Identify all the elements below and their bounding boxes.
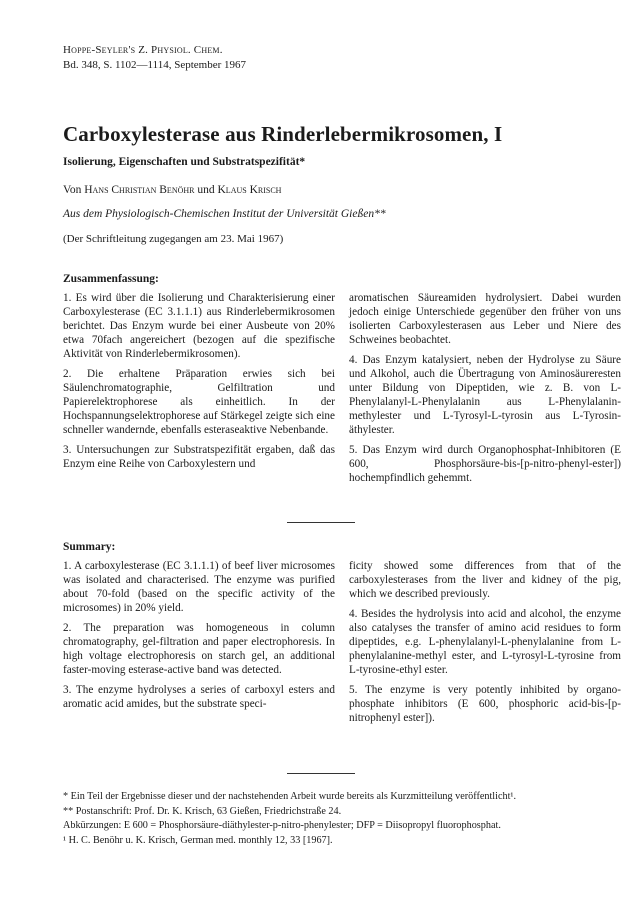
paragraph: 5. Das Enzym wird durch Organophosphat-Inhibitoren (E 600, Phosphorsäure-bis-[p-nitro-phenyl-ester]) hochempfindlich gehemmt. xyxy=(349,444,621,484)
journal-name: Hoppe-Seyler's Z. Physiol. Chem. xyxy=(63,44,223,56)
authors-prefix: Von xyxy=(63,184,82,196)
received-date: (Der Schriftleitung zugegangen am 23. Mai 1967) xyxy=(63,233,284,245)
article-title: Carboxylesterase aus Rinderlebermikrosomen, I xyxy=(63,122,503,146)
author-line xyxy=(63,183,281,198)
footnotes xyxy=(63,790,608,848)
paragraph: ficity showed some differences from that of the carboxylesterases from the liver and kidney of the pig, which we described previously. xyxy=(349,560,621,600)
footnote-1: * Ein Teil der Ergebnisse dieser und der nachstehenden Arbeit wurde bereits als Kurzmitteilung veröffentlicht¹. xyxy=(63,791,517,802)
paragraph: 2. Die erhaltene Präparation erwies sich bei Säulenchromatographie, Gelfiltration und Papierelektrophorese als einheitlich. In der Hochspannungselektrophorese auf Stärkegel zeigte sich eine schneller wandernde, ebenfalls esteraseaktive Nebenbande. xyxy=(63,368,335,436)
paragraph: 2. The preparation was homogeneous in column chromatography, gel-filtration and paper electrophoresis. In high voltage electrophoresis on starch gel, an additional faster-moving esterase-active band was detected. xyxy=(63,622,335,676)
zusammenfassung-left-column xyxy=(63,291,335,477)
paragraph: 1. Es wird über die Isolierung und Charakterisierung einer Carboxylesterase (EC 3.1.1.1) aus Rinderlebermikrosomen berichtet. Das Enzym wurde bei einer Ausbeute von 20% etwa 70fach angereichert (bezogen auf die spezifische Aktivität von Rinderlebermikrosomen). xyxy=(63,292,335,360)
summary-heading: Summary: xyxy=(63,541,116,553)
paragraph: 3. Untersuchungen zur Substratspezifität ergaben, daß das Enzym eine Reihe von Carboxylestern und xyxy=(63,444,335,470)
paragraph: 5. The enzyme is very potently inhibited by organo-phosphate inhibitors (E 600, phosphoric acid-bis-[p-nitrophenyl ester]). xyxy=(349,684,621,724)
paragraph: 1. A carboxylesterase (EC 3.1.1.1) of beef liver microsomes was isolated and characterised. The enzyme was purified about 70-fold (based on the specific activity of the microsomes) in 20% yield. xyxy=(63,560,335,614)
footnote-divider xyxy=(287,773,355,774)
authors-and: und xyxy=(197,184,215,196)
summary-right-column xyxy=(349,559,621,731)
footnote-reference: ¹ H. C. Benöhr u. K. Krisch, German med. monthly 12, 33 [1967]. xyxy=(63,834,333,846)
author-krisch: Klaus Krisch xyxy=(217,184,282,196)
paragraph: 4. Das Enzym katalysiert, neben der Hydrolyse zu Säure und Alkohol, auch die Übertragung von Aminosäureresten unter Bildung von Dipeptiden, wie z. B. von L-Phenylalanyl-L-Phenylalanin aus L-Phenylalanin-methylester und L-Tyrosyl-L-tyrosin aus L-Tyrosin-äthylester. xyxy=(349,354,621,436)
paragraph: 3. The enzyme hydrolyses a series of carboxyl esters and aromatic acid amides, but the substrate speci- xyxy=(63,684,335,710)
zusammenfassung-heading: Zusammenfassung: xyxy=(63,273,159,285)
paragraph: 4. Besides the hydrolysis into acid and alcohol, the enzyme also catalyses the transfer of amino acid residues to form dipeptides, e.g. L-phenylalanyl-L-phenylalanine from L-phenylalanine-methyl ester, and L-tyrosyl-L-tyrosine from L-tyrosine-ethyl ester. xyxy=(349,608,621,676)
author-benoehr: Hans Christian Benöhr xyxy=(84,184,195,196)
summary-left-column xyxy=(63,559,335,717)
institution: Aus dem Physiologisch-Chemischen Institut der Universität Gießen** xyxy=(63,208,386,220)
citation-line: Bd. 348, S. 1102—1114, September 1967 xyxy=(63,59,247,71)
footnote-abbreviations: Abkürzungen: E 600 = Phosphorsäure-diäthylester-p-nitro-phenylester; DFP = Diisopropyl fluorophosphat. xyxy=(63,820,501,831)
footnote-2: ** Postanschrift: Prof. Dr. K. Krisch, 63 Gießen, Friedrichstraße 24. xyxy=(63,805,342,817)
section-divider xyxy=(287,522,355,523)
paragraph: aromatischen Säureamiden hydrolysiert. Dabei wurden jedoch einige Unterschiede gegenüber den früher von uns isolierten Carboxylesterasen aus Leber und Niere des Schweines beobachtet. xyxy=(349,292,621,346)
article-subtitle: Isolierung, Eigenschaften und Substratspezifität* xyxy=(63,156,306,168)
zusammenfassung-right-column xyxy=(349,291,621,491)
